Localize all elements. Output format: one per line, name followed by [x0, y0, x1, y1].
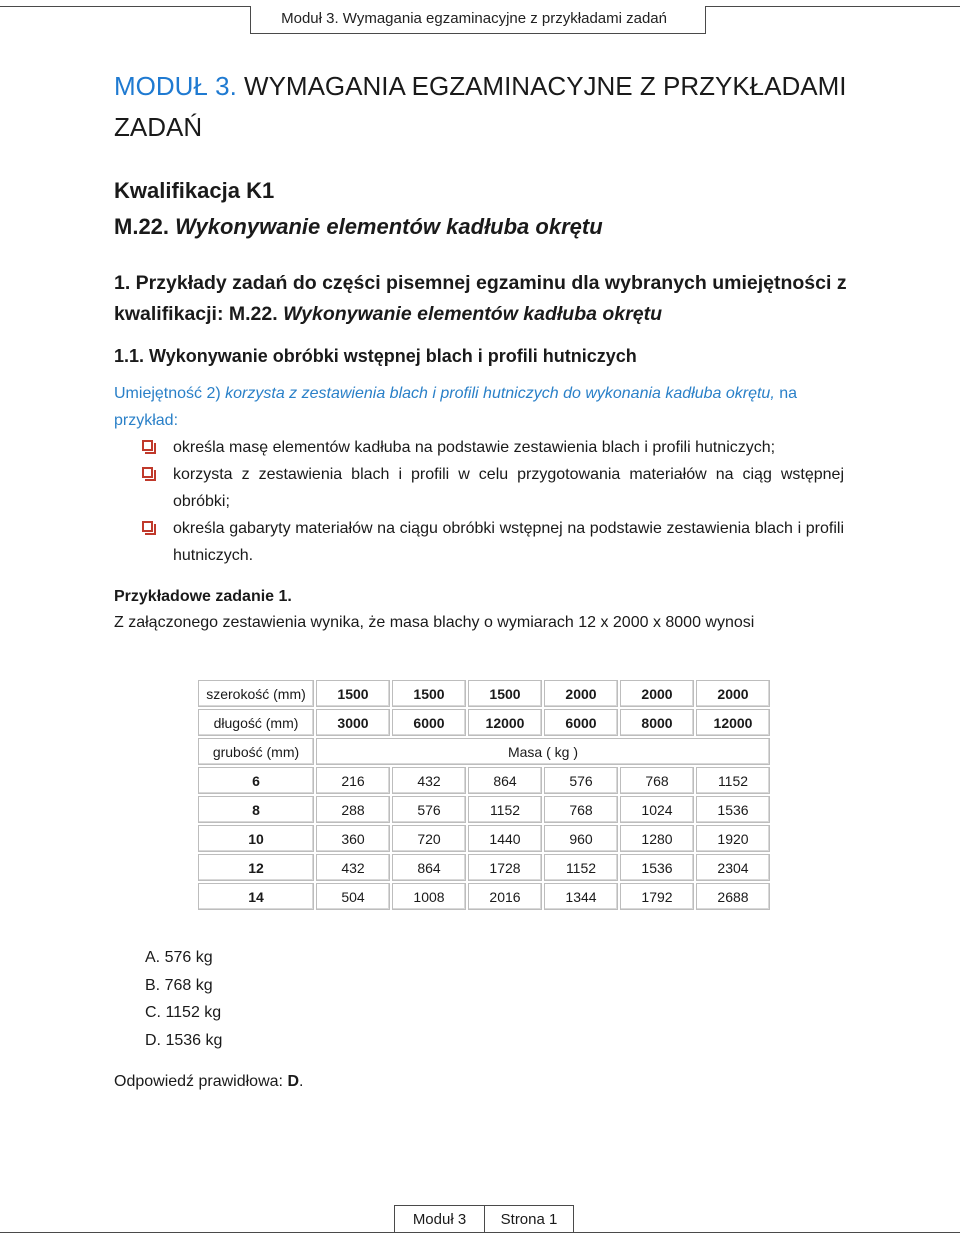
- qualification-code: M.22.: [114, 214, 170, 239]
- correct-answer-period: .: [299, 1073, 304, 1090]
- section-1-1-heading: 1.1. Wykonywanie obróbki wstępnej blach i profili hutniczych: [114, 346, 637, 366]
- list-item: [142, 515, 844, 569]
- mass-cell: 216: [316, 767, 390, 794]
- width-cell: 2000: [620, 680, 694, 707]
- running-header-text: Moduł 3. Wymagania egzaminacyjne z przykładami zadań: [281, 10, 667, 27]
- mass-cell: 1536: [696, 796, 770, 823]
- mass-cell: 2688: [696, 883, 770, 910]
- length-cell: 8000: [620, 709, 694, 736]
- header-rule-right: [706, 6, 960, 7]
- footer-page-number: Strona 1: [484, 1205, 574, 1233]
- list-item: [142, 461, 844, 515]
- mass-cell: 1920: [696, 825, 770, 852]
- mass-cell: 1536: [620, 854, 694, 881]
- mass-table: [196, 678, 772, 912]
- running-header: [250, 6, 706, 34]
- mass-cell: 1152: [544, 854, 618, 881]
- table-row: [198, 738, 770, 765]
- mass-cell: 576: [544, 767, 618, 794]
- answer-options: [145, 944, 222, 1054]
- mass-cell: 1280: [620, 825, 694, 852]
- table-row: [198, 825, 770, 852]
- example-title: Przykładowe zadanie 1.: [114, 588, 292, 605]
- page-title: [114, 66, 854, 148]
- mass-cell: 432: [392, 767, 466, 794]
- width-cell: 1500: [316, 680, 390, 707]
- list-item-text: określa masę elementów kadłuba na podstawie zestawienia blach i profili hutniczych;: [173, 439, 776, 456]
- mass-cell: 1440: [468, 825, 542, 852]
- length-cell: 6000: [392, 709, 466, 736]
- checkbox-bullet-icon: [142, 467, 153, 478]
- mass-cell: 2304: [696, 854, 770, 881]
- table-row: [198, 796, 770, 823]
- thickness-cell: 14: [198, 883, 314, 910]
- answer-option: D. 1536 kg: [145, 1031, 223, 1049]
- width-cell: 2000: [696, 680, 770, 707]
- correct-answer: [114, 1073, 303, 1091]
- mass-cell: 768: [544, 796, 618, 823]
- title-text: WYMAGANIA EGZAMINACYJNE Z PRZYKŁADAMI ZADAŃ: [114, 71, 847, 142]
- thickness-cell: 10: [198, 825, 314, 852]
- length-label: długość (mm): [198, 709, 314, 736]
- list-item-text: określa gabaryty materiałów na ciągu obróbki wstępnej na podstawie zestawienia blach i profili hutniczych.: [173, 520, 844, 564]
- skill-suffix: na przykład:: [114, 385, 798, 429]
- mass-cell: 360: [316, 825, 390, 852]
- footer-module: Moduł 3: [394, 1205, 484, 1233]
- qualification-name: [114, 214, 603, 240]
- length-cell: 3000: [316, 709, 390, 736]
- table-row: [198, 854, 770, 881]
- thickness-label: grubość (mm): [198, 738, 314, 765]
- skill-bullet-list: [142, 434, 844, 569]
- mass-cell: 1152: [696, 767, 770, 794]
- answer-option: A. 576 kg: [145, 949, 213, 966]
- mass-cell: 288: [316, 796, 390, 823]
- header-rule-left: [0, 6, 250, 7]
- thickness-cell: 12: [198, 854, 314, 881]
- checkbox-bullet-icon: [142, 521, 153, 532]
- correct-answer-label: Odpowiedź prawidłowa:: [114, 1073, 283, 1090]
- answer-option: C. 1152 kg: [145, 1004, 222, 1021]
- answer-option: B. 768 kg: [145, 976, 213, 994]
- mass-cell: 768: [620, 767, 694, 794]
- mass-cell: 1152: [468, 796, 542, 823]
- skill-italic: korzysta z zestawienia blach i profili hutniczych do wykonania kadłuba okrętu,: [225, 385, 775, 402]
- length-cell: 12000: [468, 709, 542, 736]
- width-cell: 2000: [544, 680, 618, 707]
- width-cell: 1500: [468, 680, 542, 707]
- mass-cell: 864: [392, 854, 466, 881]
- section-1-heading: [114, 268, 854, 330]
- qualification-title: Wykonywanie elementów kadłuba okrętu: [175, 214, 603, 239]
- mass-cell: 960: [544, 825, 618, 852]
- mass-cell: 432: [316, 854, 390, 881]
- length-cell: 6000: [544, 709, 618, 736]
- mass-cell: 1024: [620, 796, 694, 823]
- thickness-cell: 8: [198, 796, 314, 823]
- length-cell: 12000: [696, 709, 770, 736]
- checkbox-bullet-icon: [142, 440, 153, 451]
- mass-cell: 504: [316, 883, 390, 910]
- mass-label: Masa ( kg ): [316, 738, 770, 765]
- mass-cell: 1728: [468, 854, 542, 881]
- mass-cell: 1792: [620, 883, 694, 910]
- mass-cell: 720: [392, 825, 466, 852]
- list-item-text: korzysta z zestawienia blach i profili w celu przygotowania materiałów na ciąg wstępnej obróbki;: [173, 466, 844, 510]
- mass-cell: 864: [468, 767, 542, 794]
- skill-description: [114, 380, 844, 434]
- qualification-heading: Kwalifikacja K1: [114, 178, 275, 203]
- mass-cell: 576: [392, 796, 466, 823]
- width-cell: 1500: [392, 680, 466, 707]
- title-module-number: MODUŁ 3.: [114, 71, 237, 101]
- table-row: [198, 883, 770, 910]
- table-row: [198, 767, 770, 794]
- mass-cell: 2016: [468, 883, 542, 910]
- skill-prefix: Umiejętność 2): [114, 385, 221, 402]
- section-1-heading-italic: Wykonywanie elementów kadłuba okrętu: [283, 303, 662, 325]
- thickness-cell: 6: [198, 767, 314, 794]
- correct-answer-value: D: [287, 1073, 299, 1090]
- table-row: [198, 680, 770, 707]
- table-row: [198, 709, 770, 736]
- example-question: Z załączonego zestawienia wynika, że masa blachy o wymiarach 12 x 2000 x 8000 wynosi: [114, 614, 755, 631]
- list-item: [142, 434, 844, 461]
- mass-cell: 1344: [544, 883, 618, 910]
- mass-cell: 1008: [392, 883, 466, 910]
- width-label: szerokość (mm): [198, 680, 314, 707]
- section-1-heading-text: 1. Przykłady zadań do części pisemnej egzaminu dla wybranych umiejętności z kwalifikacji: M.22.: [114, 272, 847, 325]
